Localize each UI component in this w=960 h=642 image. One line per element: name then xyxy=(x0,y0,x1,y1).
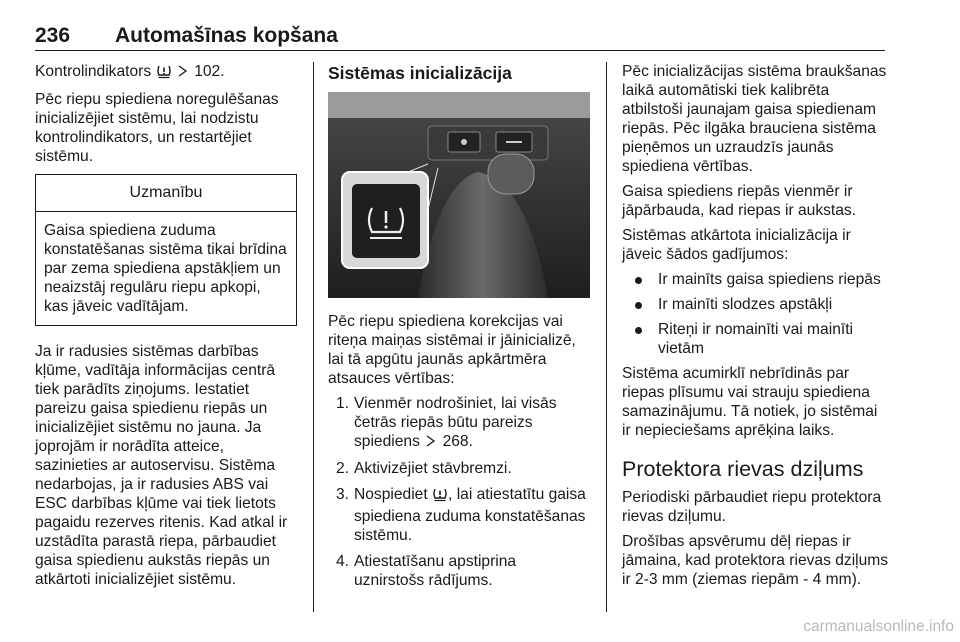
column-2 xyxy=(328,62,590,597)
chapter-title: Automašīnas kopšana xyxy=(115,24,338,47)
list-item: 2. Aktivizējiet stāvbremzi. xyxy=(336,460,512,477)
tpms-warning-icon xyxy=(432,487,448,507)
tpms-button-photo xyxy=(328,92,590,298)
list-item: Riteņi ir nomainīti vai mainīti vietām xyxy=(622,320,890,358)
watermark: carmanualsonline.info xyxy=(803,618,954,635)
list-item: 1. Vienmēr nodrošiniet, lai visās četrās riepās būtu pareizs spiediens 268. xyxy=(336,395,557,450)
column-divider xyxy=(313,62,314,612)
reinit-cases-list xyxy=(622,270,890,358)
page-number: 236 xyxy=(35,24,71,47)
list-item: Ir mainīts gaisa spiediens riepās xyxy=(622,270,890,289)
caution-body: Gaisa spiediena zuduma konstatēšanas sistēma tikai brīdina par zema spiediena apstākļiem un neaizstāj regulāru riepu apkopi, kas jāveic vadītājam. xyxy=(44,222,287,315)
list-item: 4. Atiestatīšanu apstiprina uznirstošs rādījums. xyxy=(336,553,517,589)
caution-box xyxy=(35,174,297,326)
page-reference-arrow-icon xyxy=(426,433,436,452)
initialization-intro: Pēc riepu spiediena korekcijas vai riteņa maiņas sistēmai ir jāinicializē, lai tā apgūtu jaunās apkārtmēra atsauces vērtības: xyxy=(328,313,576,387)
tread-check-paragraph: Periodiski pārbaudiet riepu protektora rievas dziļumu. xyxy=(622,489,882,525)
page-header xyxy=(35,24,885,51)
page-reference-arrow-icon xyxy=(178,63,188,82)
section-title-tread-depth: Protektora rievas dziļums xyxy=(622,457,864,481)
init-paragraph: Pēc riepu spiediena noregulēšanas inicializējiet sistēmu, lai nodzistu kontrolindikators, un restartējiet sistēmu. xyxy=(35,91,279,165)
tread-limit-paragraph: Drošības apsvērumu dēļ riepas ir jāmaina, kad protektora rievas dziļums ir 2-3 mm (ziemas riepām - 4 mm). xyxy=(622,533,889,588)
caution-title: Uzmanību xyxy=(36,175,296,212)
column-divider xyxy=(606,62,607,612)
initialization-steps xyxy=(328,394,590,590)
list-item: Ir mainīti slodzes apstākļi xyxy=(622,295,890,314)
column-3 xyxy=(622,62,890,595)
column-1 xyxy=(35,62,297,595)
indicator-reference: Kontrolindikators 102. xyxy=(35,62,297,84)
reinit-cases-paragraph: Sistēmas atkārtota inicializācija ir jāveic šādos gadījumos: xyxy=(622,227,851,263)
limitation-paragraph: Sistēma acumirklī nebrīdinās par riepas plīsumu vai strauju spiediena samazinājumu. Tā notiek, jo sistēmai ir nepieciešams aprēķina laiks. xyxy=(622,365,878,439)
calibration-paragraph: Pēc inicializācijas sistēma braukšanas laikā automātiski tiek kalibrēta atbilstoši jaunajam gaisa spiedienam riepās. Pēc ilgāka brauciena sistēma pieņēmos un uzraudzīs jaunās spiediena vērtības. xyxy=(622,63,887,175)
list-item: 3. Nospiediet , lai atiestatītu gaisa spiediena zuduma konstatēšanas sistēmu. xyxy=(336,486,586,544)
tpms-warning-icon xyxy=(156,64,172,84)
malfunction-paragraph: Ja ir radusies sistēmas darbības kļūme, vadītāja informācijas centrā tiek parādīts ziņojums. Iestatiet pareizu gaisa spiedienu riepās un inicializējiet sistēmu no jauna. Ja joprojām ir norādīta atteice, sazinieties ar autoservisu. Sistēma nedarbojas, ja ir radusies ABS vai ESC darbības kļūme vai tiek lietots pagaidu rezerves ritenis. Kad atkal ir uzstādīta parastā riepa, pārbaudiet gaisa spiedienu aukstās riepās un atkārtoti inicializējiet sistēmu. xyxy=(35,343,288,588)
cold-tyres-paragraph: Gaisa spiediens riepās vienmēr ir jāpārbauda, kad riepas ir aukstas. xyxy=(622,183,857,219)
section-title-initialization: Sistēmas inicializācija xyxy=(328,63,512,83)
